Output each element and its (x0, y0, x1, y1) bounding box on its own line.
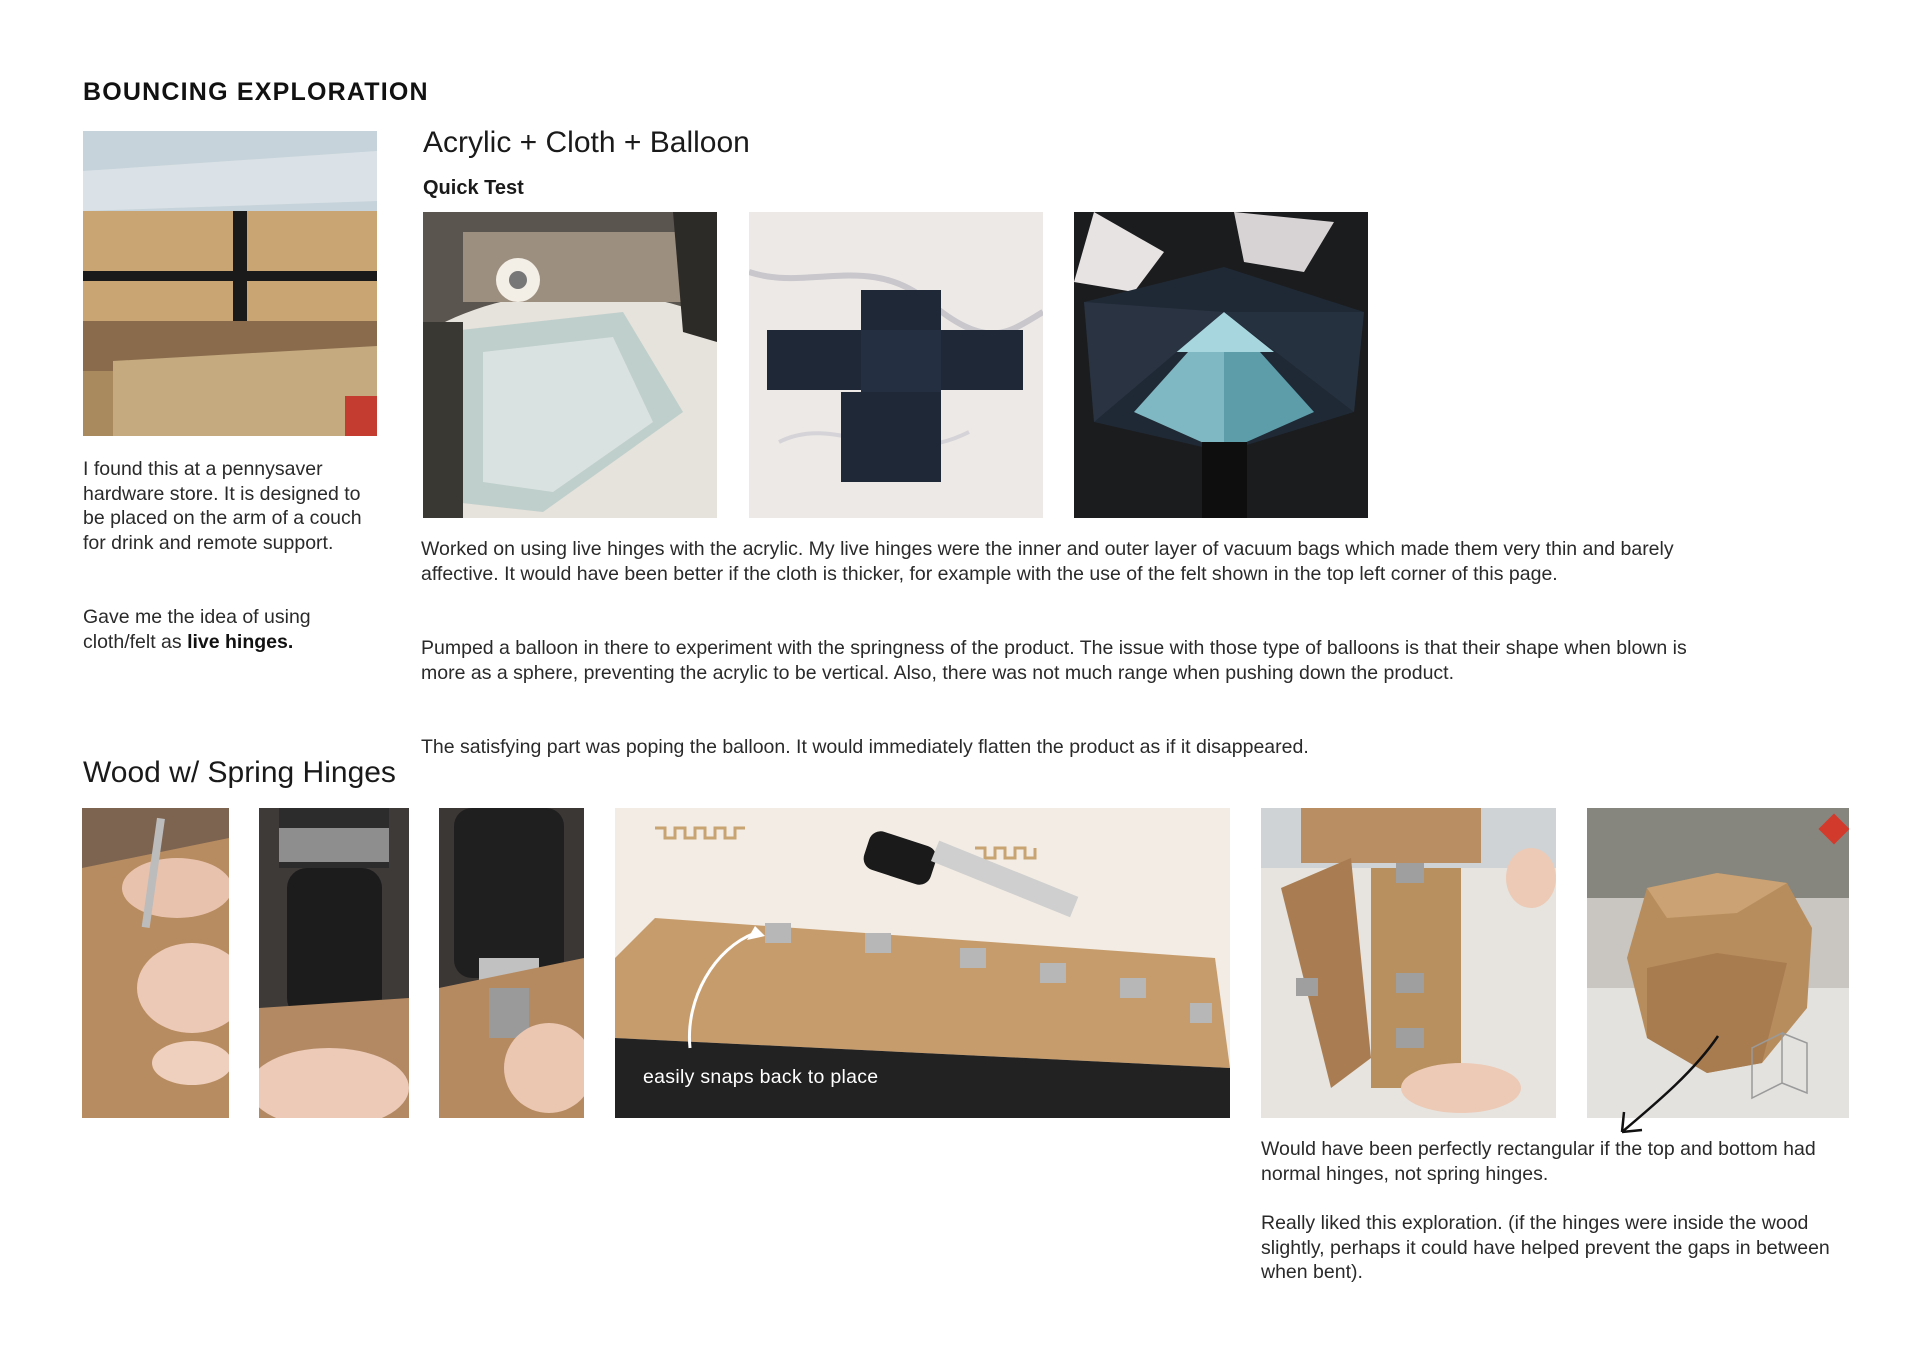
acrylic-photo-cross-net (749, 212, 1043, 518)
wood-photo-upright (1261, 808, 1556, 1118)
acrylic-photo-balloon (1074, 212, 1368, 518)
felt-note-idea-prefix: Gave me the idea of using cloth/felt as (83, 606, 311, 653)
live-hinges-emphasis: live hinges. (187, 630, 294, 653)
wood-photo-screwing (439, 808, 584, 1118)
felt-note-text: I found this at a pennysaver hardware store. It is designed to be placed on the arm of a couch for drink and remote support. (83, 458, 362, 555)
snap-back-caption: easily snaps back to place (643, 1066, 879, 1088)
wood-note-reflection: Really liked this exploration. (if the hinges were inside the wood slightly, perhaps it could have helped prevent the gaps in between when bent). (1261, 1212, 1830, 1284)
acrylic-notes-para1: Worked on using live hinges with the acrylic. My live hinges were the inner and outer layer of vacuum bags which made them very thin and barely affective. It would have been better if the cloth is thicker, for example with the use of the felt shown in the top left corner of this page. (421, 538, 1674, 585)
wood-photo-marking (82, 808, 229, 1118)
felt-note-idea (83, 605, 383, 654)
wood-note-rectangular: Would have been perfectly rectangular if the top and bottom had normal hinges, not spring hinges. (1261, 1138, 1816, 1185)
quick-test-subheading: Quick Test (423, 177, 524, 199)
acrylic-photo-taping (423, 212, 717, 518)
annotation-arrow-icon (1600, 1030, 1730, 1140)
page-title: BOUNCING EXPLORATION (83, 78, 429, 106)
acrylic-notes-para3: The satisfying part was poping the balloon. It would immediately flatten the product as if it disappeared. (421, 736, 1309, 758)
felt-tray-photo (83, 131, 377, 436)
wood-photo-drilling (259, 808, 409, 1118)
acrylic-section-heading: Acrylic + Cloth + Balloon (423, 126, 750, 159)
acrylic-notes-para2: Pumped a balloon in there to experiment with the springness of the product. The issue with those type of balloons is that their shape when blown is more as a sphere, preventing the acrylic to be vertical. Also, there was not much range when pushing down the product. (421, 637, 1687, 684)
wood-section-heading: Wood w/ Spring Hinges (83, 756, 396, 789)
